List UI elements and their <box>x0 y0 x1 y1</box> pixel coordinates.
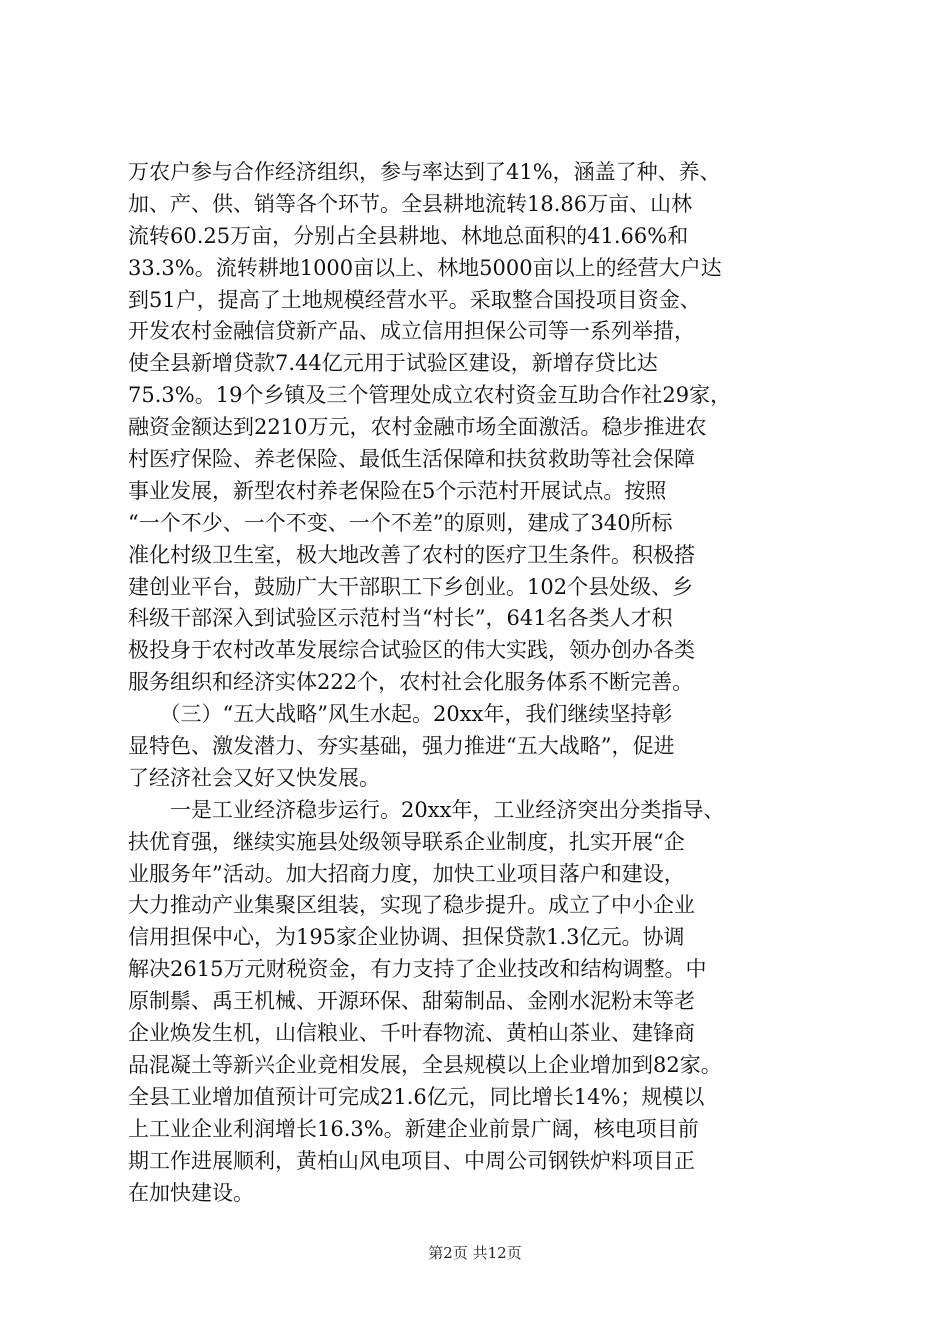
text-line: 原制鬃、禹王机械、开源环保、甜菊制品、金刚水泥粉末等老 <box>128 989 695 1014</box>
text-line: 显特色、激发潜力、夯实基础，强力推进“五大战略”，促进 <box>128 734 675 759</box>
text-line: “一个不少、一个不变、一个不差”的原则，建成了340所标 <box>128 510 673 535</box>
body-text <box>128 157 848 1209</box>
text-line: 33.3%。流转耕地1000亩以上、林地5000亩以上的经营大户达 <box>128 255 722 280</box>
text-line: 业服务年”活动。加大招商力度，加快工业项目落户和建设， <box>128 861 685 886</box>
text-line: 大力推动产业集聚区组装，实现了稳步提升。成立了中小企业 <box>128 893 695 918</box>
text-line: 企业焕发生机，山信粮业、千叶春物流、黄柏山茶业、建锋商 <box>128 1021 695 1046</box>
text-line: 到51户，提高了土地规模经营水平。采取整合国投项目资金、 <box>128 287 701 312</box>
section-heading-line: （三）“五大战略”风生水起。20xx年，我们继续坚持彰 <box>128 702 673 727</box>
text-line: 使全县新增贷款7.44亿元用于试验区建设，新增存贷比达 <box>128 351 658 376</box>
text-line: 村医疗保险、养老保险、最低生活保障和扶贫救助等社会保障 <box>128 447 695 472</box>
text-line: 服务组织和经济实体222个，农村社会化服务体系不断完善。 <box>128 670 694 695</box>
text-line: 了经济社会又好又快发展。 <box>128 765 380 790</box>
text-line: 期工作进展顺利，黄柏山风电项目、中周公司钢铁炉料项目正 <box>128 1148 695 1173</box>
text-line: 上工业企业利润增长16.3%。新建企业前景广阔，核电项目前 <box>128 1116 699 1141</box>
text-line: 全县工业增加值预计可完成21.6亿元，同比增长14%；规模以 <box>128 1084 705 1109</box>
text-line: 信用担保中心，为195家企业协调、担保贷款1.3亿元。协调 <box>128 925 685 950</box>
text-line: 极投身于农村改革发展综合试验区的伟大实践，领办创办各类 <box>128 638 695 663</box>
text-line: 万农户参与合作经济组织，参与率达到了41%，涵盖了种、养、 <box>128 160 721 184</box>
text-line: 事业发展，新型农村养老保险在5个示范村开展试点。按照 <box>128 478 667 503</box>
text-line: 融资金额达到2210万元，农村金融市场全面激活。稳步推进农 <box>128 415 707 440</box>
text-line: 流转60.25万亩，分别占全县耕地、林地总面积的41.66%和 <box>128 223 689 248</box>
text-line: 品混凝土等新兴企业竞相发展，全县规模以上企业增加到82家。 <box>128 1052 722 1077</box>
text-line: 在加快建设。 <box>128 1180 254 1205</box>
text-line: 加、产、供、销等各个环节。全县耕地流转18.86万亩、山林 <box>128 191 693 216</box>
text-line: 扶优育强，继续实施县处级领导联系企业制度，扎实开展“企 <box>128 829 685 854</box>
text-line: 建创业平台，鼓励广大干部职工下乡创业。102个县处级、乡 <box>128 574 694 599</box>
text-line: 科级干部深入到试验区示范村当“村长”，641名各类人才积 <box>128 606 673 631</box>
text-line: 准化村级卫生室，极大地改善了农村的医疗卫生条件。积极搭 <box>128 542 695 567</box>
text-line: 开发农村金融信贷新产品、成立信用担保公司等一系列举措， <box>128 319 695 344</box>
page-number-footer: 第2页 共12页 <box>428 1244 522 1262</box>
text-line: 解决2615万元财税资金，有力支持了企业技改和结构调整。中 <box>128 957 707 982</box>
paragraph-start-line: 一是工业经济稳步运行。20xx年，工业经济突出分类指导、 <box>128 797 725 822</box>
text-line: 75.3%。19个乡镇及三个管理处成立农村资金互助合作社29家， <box>128 383 732 408</box>
